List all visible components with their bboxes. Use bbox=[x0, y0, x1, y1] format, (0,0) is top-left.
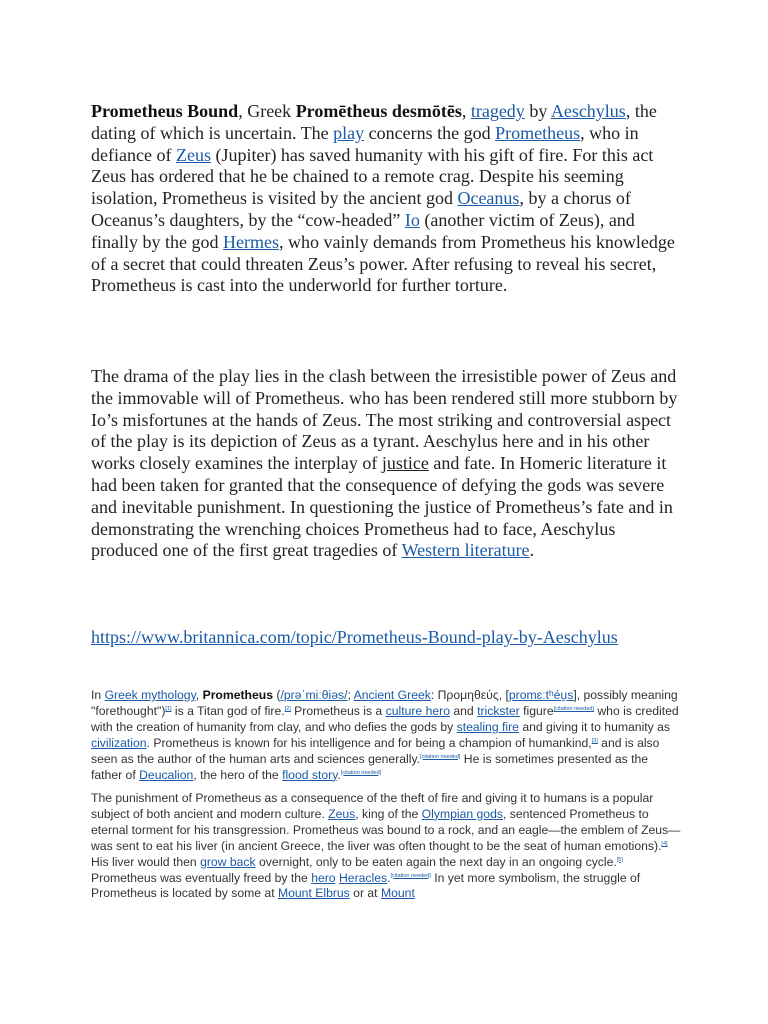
link-ancient-greek[interactable]: Ancient Greek bbox=[353, 688, 431, 702]
wiki-paragraph-intro: In Greek mythology, Prometheus (/prəˈmiːθiəs/; Ancient Greek: Προμηθεύς, [promɛːtʰéu̯s], possibly meaning "forethought")[1] is a Titan god of fire.[2] Prometheus is a culture hero and trickster figure[citation needed] who is credited with the creation of humanity from clay, and who defies the gods by stealing fire and giving it to humanity as civilization. Prometheus is known for his intelligence and for being a champion of humankind,[3] and is also seen as the author of the human arts and sciences generally.[citation needed] He is sometimes presented as the father of Deucalion, the hero of the flood story.[citation needed] bbox=[91, 688, 679, 782]
link-oceanus[interactable]: Oceanus bbox=[457, 188, 520, 209]
citation-needed-tag[interactable]: [citation needed] bbox=[420, 753, 461, 760]
wiki-subject-prometheus: Prometheus bbox=[202, 688, 273, 702]
link-greek-ipa[interactable]: promɛːtʰéu̯s bbox=[508, 688, 574, 702]
greek-title: Promētheus desmōtēs bbox=[295, 101, 462, 121]
citation-needed-tag[interactable]: [citation needed] bbox=[340, 769, 382, 776]
citation-4[interactable]: [4] bbox=[661, 840, 668, 847]
link-mount[interactable]: Mount bbox=[380, 886, 415, 901]
citation-5[interactable]: [5] bbox=[616, 856, 623, 863]
link-aeschylus[interactable]: Aeschylus bbox=[550, 101, 626, 121]
link-tragedy[interactable]: tragedy bbox=[470, 101, 525, 121]
article-paragraph-intro: Prometheus Bound, Greek Promētheus desmōtēs, tragedy by Aeschylus, the dating of which is uncertain. The play concerns the god Prometheus, who in defiance of Zeus (Jupiter) has saved humanity with his gift of fire. For this act Zeus has ordered that he be chained to a remote crag. Despite his seeming isolation, Prometheus is visited by the ancient god Oceanus, by a chorus of Oceanus’s daughters, by the “cow-headed” Io (another victim of Zeus), and finally by the god Hermes, who vainly demands from Prometheus his knowledge of a secret that could threaten Zeus’s power. After refusing to reveal his secret, Prometheus is cast into the underworld for further torture. bbox=[91, 101, 675, 296]
link-trickster[interactable]: trickster bbox=[477, 703, 520, 718]
title-prometheus-bound: Prometheus Bound bbox=[91, 101, 239, 121]
link-heracles[interactable]: Heracles bbox=[338, 870, 388, 885]
citation-3[interactable]: [3] bbox=[591, 737, 598, 744]
link-io[interactable]: Io bbox=[404, 209, 420, 230]
link-western-literature[interactable]: Western literature bbox=[401, 540, 530, 561]
link-greek-mythology[interactable]: Greek mythology bbox=[104, 688, 196, 702]
link-pronunciation[interactable]: /prəˈmiːθiəs/ bbox=[280, 688, 348, 702]
link-zeus[interactable]: Zeus bbox=[175, 144, 211, 165]
link-prometheus[interactable]: Prometheus bbox=[495, 122, 581, 143]
link-stealing-fire[interactable]: stealing fire bbox=[456, 719, 519, 734]
link-deucalion[interactable]: Deucalion bbox=[139, 767, 194, 782]
link-hero[interactable]: hero bbox=[311, 870, 336, 885]
wiki-paragraph-punishment: The punishment of Prometheus as a consequence of the theft of fire and giving it to humans is a popular subject of both ancient and modern culture. Zeus, king of the Olympian gods, sentenced Prometheus to eternal torment for his transgression. Prometheus was bound to a rock, and an eagle—the emblem of Zeus—was sent to eat his liver (in ancient Greece, the liver was often thought to be the seat of human emotions).[4] His liver would then grow back overnight, only to be eaten again the next day in an ongoing cycle.[5] Prometheus was eventually freed by the hero Heracles.[citation needed] In yet more symbolism, the struggle of Prometheus is located by some at Mount Elbrus or at Mount bbox=[91, 791, 681, 901]
citation-1[interactable]: [1] bbox=[165, 705, 172, 712]
link-grow-back[interactable]: grow back bbox=[200, 854, 256, 869]
link-justice[interactable]: justice bbox=[381, 453, 429, 474]
source-url-paragraph bbox=[91, 627, 681, 649]
link-olympian-gods[interactable]: Olympian gods bbox=[421, 806, 503, 821]
link-zeus-wiki[interactable]: Zeus bbox=[328, 806, 356, 821]
link-mount-elbrus[interactable]: Mount Elbrus bbox=[277, 886, 350, 901]
citation-needed-tag[interactable]: [citation needed] bbox=[390, 872, 431, 879]
source-url-link[interactable]: https://www.britannica.com/topic/Prometheus-Bound-play-by-Aeschylus bbox=[91, 627, 618, 647]
link-play[interactable]: play bbox=[333, 122, 365, 143]
link-hermes[interactable]: Hermes bbox=[222, 231, 279, 252]
link-culture-hero[interactable]: culture hero bbox=[385, 703, 450, 718]
citation-needed-tag[interactable]: [citation needed] bbox=[553, 705, 594, 712]
link-civilization[interactable]: civilization bbox=[91, 735, 147, 750]
link-flood-story[interactable]: flood story bbox=[282, 767, 338, 782]
article-paragraph-drama: The drama of the play lies in the clash between the irresistible power of Zeus and the immovable will of Prometheus. who has been rendered still more stubborn by Io’s misfortunes at the hands of Zeus. The most striking and controversial aspect of the play is its depiction of Zeus as a tyrant. Aeschylus here and in his other works closely examines the interplay of justice and fate. In Homeric literature it had been taken for granted that the consequence of defying the gods was severe and inevitable punishment. In questioning the justice of Prometheus’s fate and in demonstrating the wrenching choices Prometheus had to face, Aeschylus produced one of the first great tragedies of Western literature. bbox=[91, 366, 678, 561]
citation-2[interactable]: [2] bbox=[284, 705, 291, 712]
